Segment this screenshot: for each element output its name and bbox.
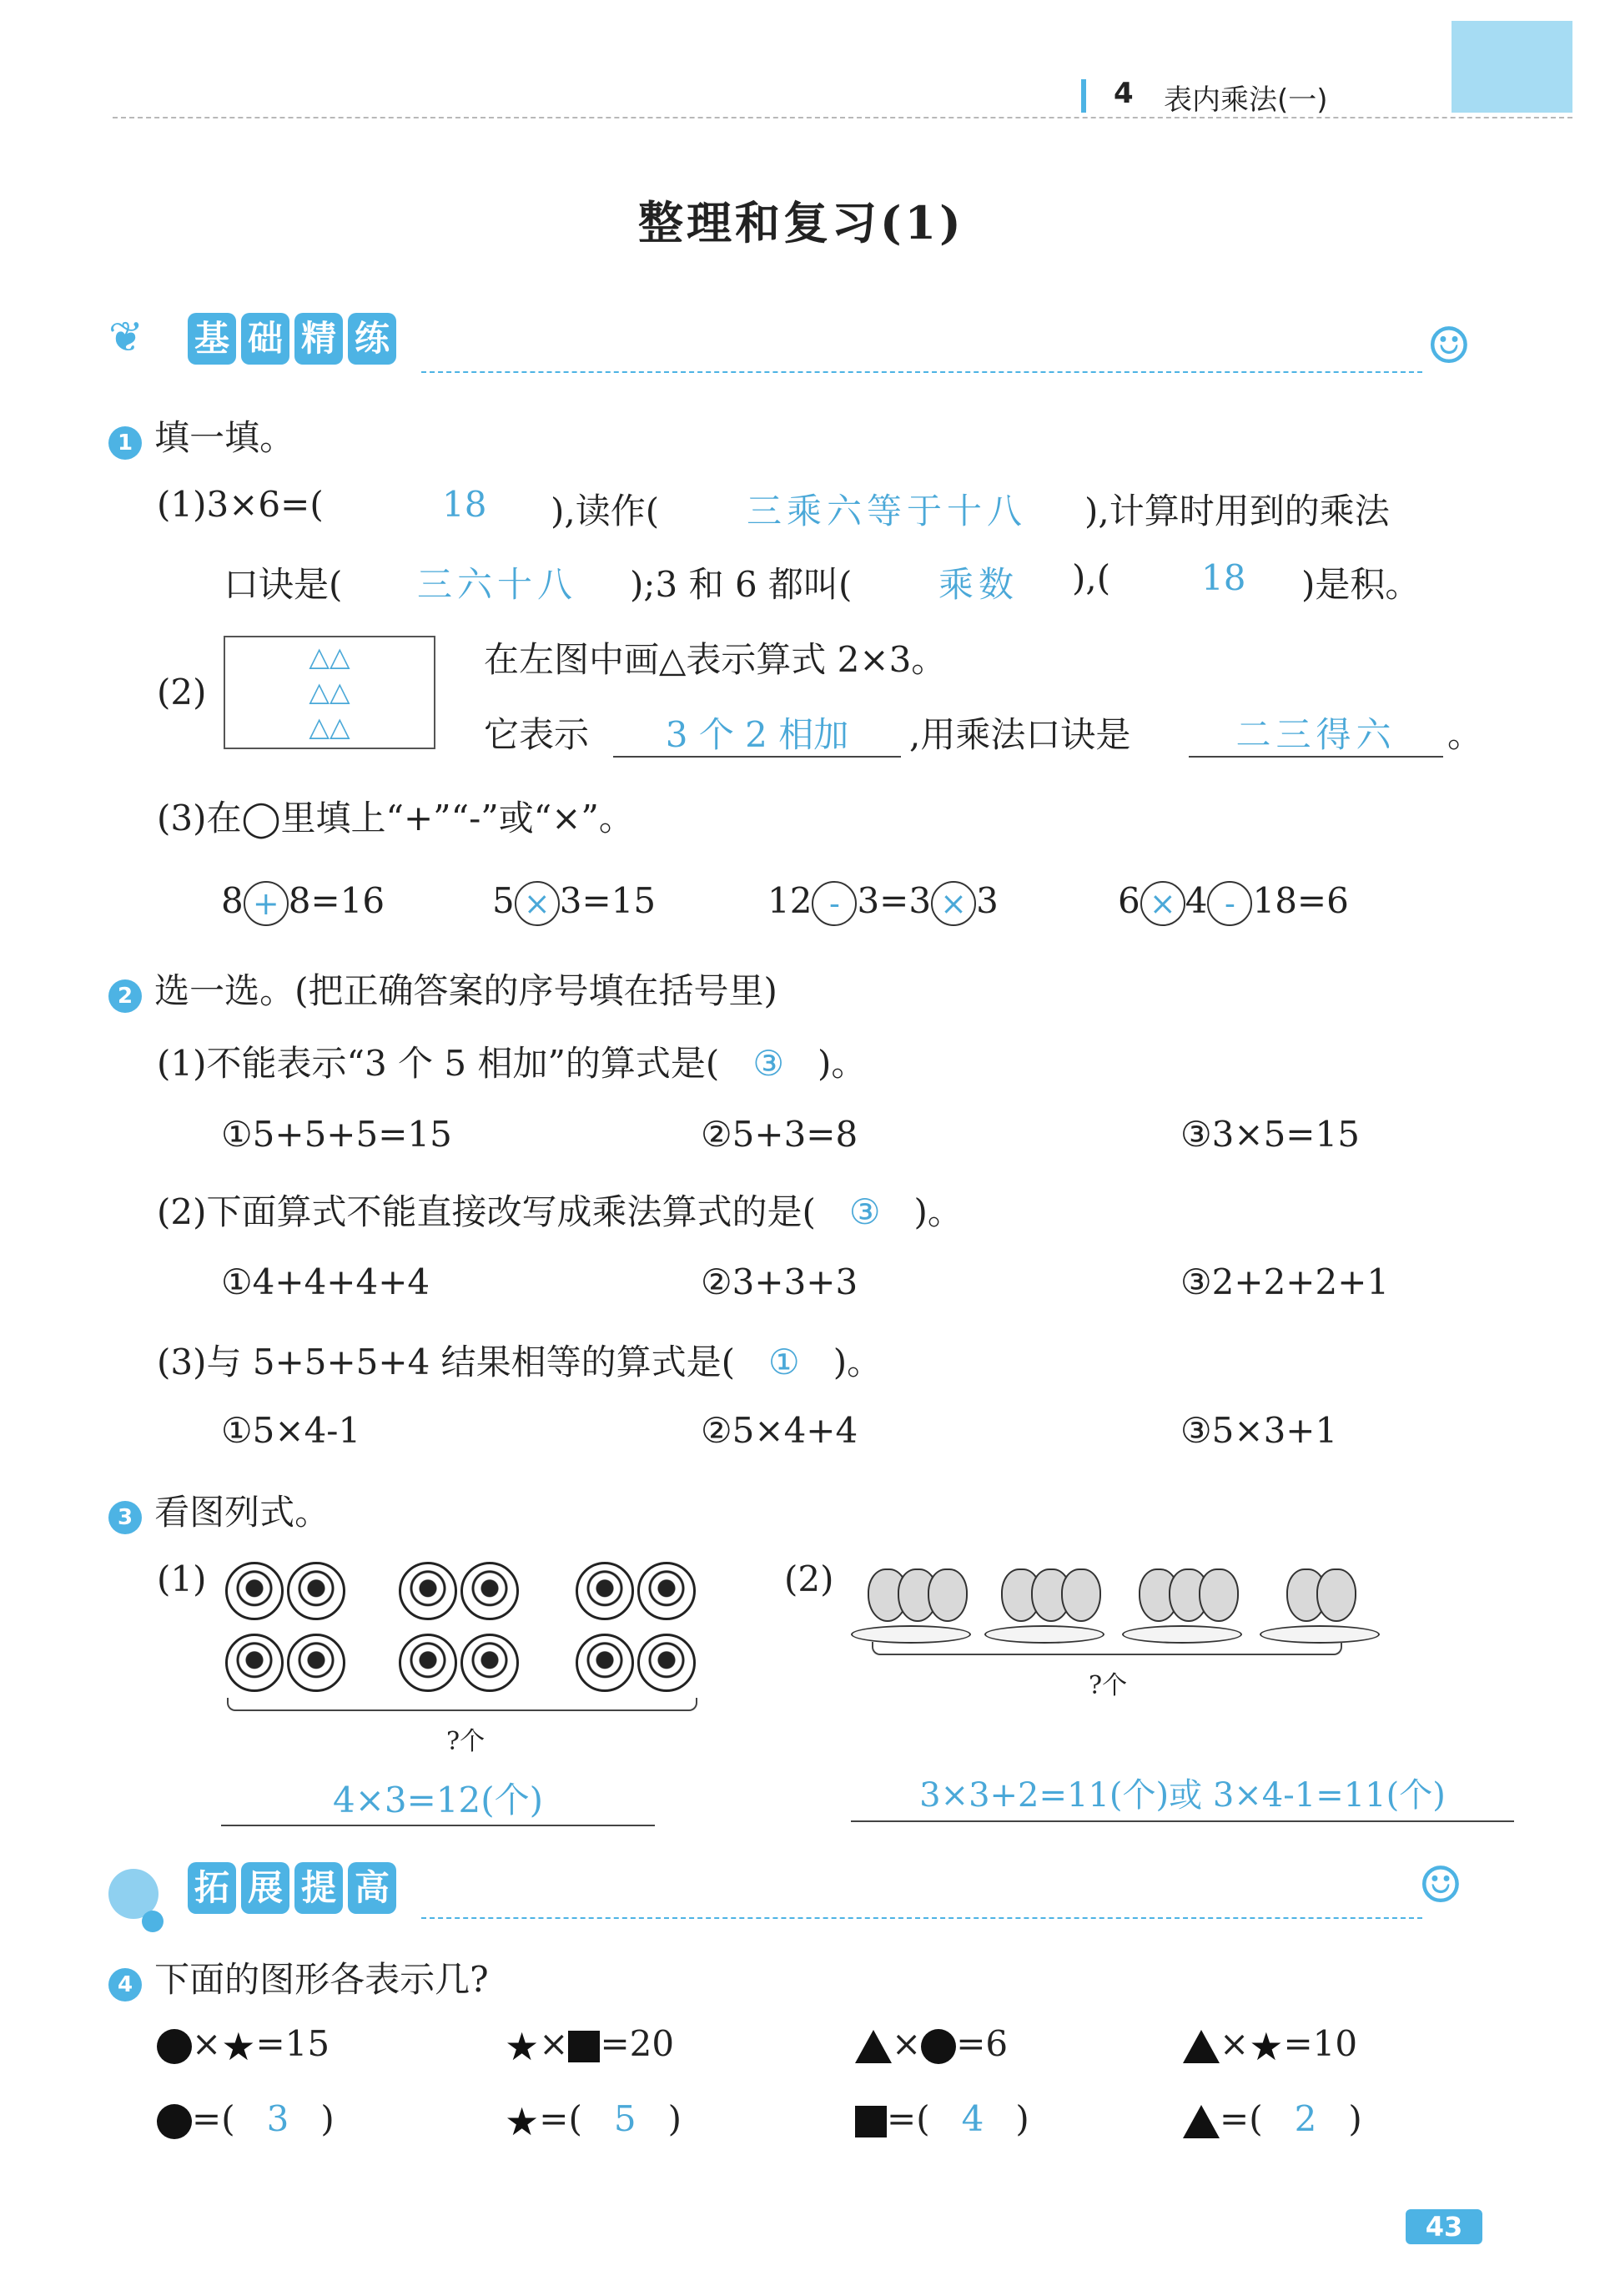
- q3-p2-answer-line[interactable]: [851, 1769, 1514, 1822]
- section-basic-char: 基: [188, 313, 236, 365]
- q2-item-stem-end: )。: [833, 1342, 883, 1382]
- pear-icon: [928, 1568, 968, 1622]
- q3-p2-brace: [872, 1642, 1342, 1655]
- q4-equation: [1183, 2023, 1357, 2069]
- equation-result: =10: [1283, 2023, 1358, 2064]
- q4-stem: 下面的图形各表示几?: [154, 1959, 489, 2000]
- operator-circle[interactable]: +: [244, 881, 289, 926]
- soccer-ball-icon: [576, 1634, 634, 1692]
- q4-answer-star: [505, 2098, 682, 2144]
- square-shape-icon: [855, 2106, 887, 2137]
- paren-close: ): [320, 2098, 335, 2139]
- q2-number-badge: 2: [108, 979, 142, 1013]
- pear-plate-group: [851, 1568, 976, 1644]
- header-divider: [113, 117, 1572, 118]
- q2-item-answer[interactable]: ③: [848, 1191, 881, 1232]
- times-sign: ×: [539, 2023, 569, 2064]
- section-advanced-banner: [188, 1862, 401, 1914]
- star-shape-icon: ★: [505, 2099, 540, 2144]
- q1-p2-answer-meaning: 3 个 2 相加: [665, 714, 849, 755]
- operand: 5: [492, 880, 515, 921]
- q1-p3-item: [1118, 880, 1349, 926]
- soccer-ball-group: [399, 1562, 524, 1695]
- soccer-ball-icon: [225, 1562, 284, 1620]
- star-shape-icon: ★: [505, 2024, 540, 2069]
- q3-p1-label: (1): [157, 1558, 207, 1599]
- q1-p2-triangle-box: [224, 636, 435, 749]
- circle-shape-icon: [157, 2104, 192, 2139]
- q1-p1-answer-factor[interactable]: 乘数: [938, 564, 1019, 605]
- operator-circle[interactable]: -: [1207, 881, 1252, 926]
- section-basic-banner: [188, 313, 401, 365]
- header-bar-accent: [1081, 79, 1086, 113]
- pear-icon: [1061, 1568, 1101, 1622]
- q3-stem: 看图列式。: [154, 1492, 330, 1533]
- q3-p1-answer: 4×3=12(个): [332, 1780, 544, 1820]
- section-advanced-char: 高: [348, 1862, 396, 1914]
- page-number: 43: [1406, 2209, 1482, 2244]
- q2-option: ①5+5+5=15: [221, 1114, 452, 1155]
- header-chapter-title: 表内乘法(一): [1164, 83, 1328, 117]
- q1-p2-line2-mid: ,用乘法口诀是: [909, 714, 1131, 755]
- q2-option: ①5×4-1: [221, 1410, 361, 1451]
- q4-heading: [108, 1952, 489, 2002]
- soccer-ball-icon: [225, 1634, 284, 1692]
- q1-p1-answer-product[interactable]: 18: [442, 484, 487, 525]
- q2-item3-stem: [157, 1335, 882, 1385]
- q1-p2-blank1[interactable]: [613, 707, 901, 758]
- paren-open: =(: [539, 2098, 582, 2139]
- soccer-ball-icon: [399, 1562, 457, 1620]
- soccer-ball-icon: [287, 1562, 345, 1620]
- q2-stem: 选一选。(把正确答案的序号填在括号里): [154, 970, 777, 1011]
- bubble-decoration-icon: [142, 1911, 164, 1932]
- circle-value-answer[interactable]: 3: [266, 2098, 289, 2139]
- section-advanced-char: 提: [294, 1862, 343, 1914]
- q2-option: ③3×5=15: [1180, 1114, 1360, 1155]
- plate-icon: [1260, 1625, 1380, 1644]
- operand: 3=3: [857, 880, 932, 921]
- q1-p1-answer-mnemonic[interactable]: 三六十八: [417, 564, 578, 605]
- times-sign: ×: [1220, 2023, 1250, 2064]
- q1-heading: [108, 410, 294, 461]
- q2-option: ②5+3=8: [701, 1114, 858, 1155]
- q1-p3-stem: (3)在◯里填上“+”“-”或“×”。: [157, 798, 634, 838]
- q1-p3-item: [767, 880, 999, 926]
- triangle-row: △△: [309, 641, 350, 672]
- paren-close: ): [667, 2098, 682, 2139]
- times-sign: ×: [192, 2023, 222, 2064]
- q3-p2-answer: 3×3+2=11(个)或 3×4-1=11(个): [919, 1776, 1446, 1815]
- operator-circle[interactable]: ×: [931, 881, 976, 926]
- triangle-row: △△: [309, 676, 350, 707]
- q1-p3-item: [221, 880, 385, 926]
- q3-heading: [108, 1485, 330, 1535]
- pear-icon: [1316, 1568, 1356, 1622]
- circle-shape-icon: [921, 2029, 956, 2064]
- section-basic-char: 精: [294, 313, 343, 365]
- star-shape-icon: ★: [221, 2024, 256, 2069]
- q4-equation: [505, 2023, 674, 2069]
- q3-p1-brace: [227, 1698, 697, 1711]
- pear-icon: [1199, 1568, 1239, 1622]
- q2-item1-stem: [157, 1036, 866, 1086]
- triangle-shape-icon: [855, 2030, 892, 2063]
- section-advanced-char: 展: [241, 1862, 289, 1914]
- q2-option: ③2+2+2+1: [1180, 1261, 1390, 1302]
- header-chapter-num: 4: [1114, 77, 1134, 110]
- star-value-answer[interactable]: 5: [613, 2098, 636, 2139]
- q1-p3-item: [492, 880, 656, 926]
- q3-p2-label: (2): [784, 1558, 834, 1599]
- paren-close: ): [1015, 2098, 1029, 2139]
- soccer-ball-group: [576, 1562, 701, 1695]
- q2-item-stem-text: (1)不能表示“3 个 5 相加”的算式是(: [157, 1043, 720, 1084]
- square-value-answer[interactable]: 4: [961, 2098, 984, 2139]
- q2-item-stem-end: )。: [817, 1043, 867, 1084]
- q1-p1-mid4: ),(: [1072, 557, 1111, 598]
- q2-item-answer[interactable]: ①: [768, 1342, 800, 1382]
- operand: 12: [767, 880, 813, 921]
- q3-number-badge: 3: [108, 1501, 142, 1534]
- operator-circle[interactable]: -: [812, 881, 857, 926]
- operand: 6: [1118, 880, 1140, 921]
- operator-circle[interactable]: ×: [515, 881, 560, 926]
- q2-item-stem-end: )。: [913, 1191, 963, 1232]
- plate-icon: [851, 1625, 971, 1644]
- soccer-ball-group: [225, 1562, 350, 1695]
- triangle-shape-icon: [1183, 2030, 1220, 2063]
- q1-p1-answer-product2[interactable]: 18: [1201, 557, 1246, 598]
- operand: 8=16: [288, 880, 385, 921]
- equation-result: =6: [956, 2023, 1009, 2064]
- sprout-icon: ❦: [108, 313, 143, 361]
- q1-p2-end: 。: [1447, 714, 1483, 755]
- equation-result: =15: [255, 2023, 330, 2064]
- q2-item-answer[interactable]: ③: [752, 1043, 784, 1084]
- section-advanced-line: [421, 1917, 1422, 1919]
- q4-answer-square: [855, 2098, 1029, 2139]
- q2-item-stem-text: (3)与 5+5+5+4 结果相等的算式是(: [157, 1342, 736, 1382]
- operator-circle[interactable]: ×: [1140, 881, 1185, 926]
- q1-p1-end: )是积。: [1301, 564, 1421, 605]
- triangle-shape-icon: [1183, 2105, 1220, 2138]
- triangle-row: △△: [309, 711, 350, 743]
- operand: 4: [1185, 880, 1208, 921]
- star-shape-icon: ★: [1249, 2024, 1284, 2069]
- q1-p2-answer-mnemonic: 二三得六: [1235, 714, 1396, 755]
- q1-p2-label: (2): [157, 672, 207, 712]
- q2-item2-stem: [157, 1185, 963, 1235]
- operand: 8: [221, 880, 244, 921]
- soccer-ball-icon: [287, 1634, 345, 1692]
- operand: 18=6: [1252, 880, 1349, 921]
- times-sign: ×: [892, 2023, 922, 2064]
- triangle-value-answer[interactable]: 2: [1294, 2098, 1317, 2139]
- operand: 3=15: [559, 880, 657, 921]
- soccer-ball-icon: [576, 1562, 634, 1620]
- q4-number-badge: 4: [108, 1968, 142, 2001]
- section-basic-line: [421, 371, 1422, 373]
- q1-stem: 填一填。: [154, 417, 295, 458]
- q2-option: ①4+4+4+4: [221, 1261, 430, 1302]
- q1-p1-mid3: );3 和 6 都叫(: [630, 564, 853, 605]
- q3-p1-brace-label: ?个: [446, 1727, 486, 1756]
- paren-open: =(: [192, 2098, 235, 2139]
- q2-option: ③5×3+1: [1180, 1410, 1338, 1451]
- q1-p2-line2-pre: 它表示: [484, 714, 590, 755]
- paren-open: =(: [1220, 2098, 1263, 2139]
- equation-result: =20: [600, 2023, 675, 2064]
- section-basic-char: 础: [241, 313, 289, 365]
- soccer-ball-icon: [460, 1634, 519, 1692]
- q1-p2-line1: 在左图中画△表示算式 2×3。: [484, 639, 947, 680]
- q2-option: ②3+3+3: [701, 1261, 858, 1302]
- square-shape-icon: [568, 2031, 600, 2062]
- pear-plate-group: [984, 1568, 1109, 1644]
- plate-icon: [984, 1625, 1104, 1644]
- q4-equation: [855, 2023, 1008, 2064]
- section-advanced-char: 拓: [188, 1862, 236, 1914]
- circle-shape-icon: [157, 2029, 192, 2064]
- operand: 3: [976, 880, 999, 921]
- q2-item-stem-text: (2)下面算式不能直接改写成乘法算式的是(: [157, 1191, 816, 1232]
- section-basic-char: 练: [348, 313, 396, 365]
- q1-number-badge: 1: [108, 426, 142, 460]
- q4-answer-triangle: [1183, 2098, 1362, 2139]
- header-tab-decoration: [1452, 21, 1572, 113]
- page-title: 整理和复习(1): [638, 196, 964, 249]
- q2-option: ②5×4+4: [701, 1410, 858, 1451]
- soccer-ball-icon: [460, 1562, 519, 1620]
- q1-p1-line2-pre: 口诀是(: [224, 564, 343, 605]
- pear-plate-group: [1122, 1568, 1247, 1644]
- q1-p2-blank2[interactable]: [1189, 707, 1443, 758]
- plate-icon: [1122, 1625, 1242, 1644]
- pear-plate-group: [1260, 1568, 1385, 1644]
- q3-p1-answer-line[interactable]: [221, 1773, 655, 1826]
- running-kid-icon: ☺: [1426, 317, 1472, 375]
- q2-heading: [108, 964, 777, 1014]
- running-kid-icon: ☺: [1418, 1856, 1463, 1915]
- q1-p1-mid1: ),读作(: [551, 491, 660, 531]
- q3-p2-brace-label: ?个: [1089, 1671, 1128, 1700]
- q4-equation: [157, 2023, 330, 2069]
- q4-answer-circle: [157, 2098, 335, 2139]
- q1-p1-mid2: ),计算时用到的乘法: [1084, 491, 1390, 531]
- soccer-ball-icon: [637, 1562, 696, 1620]
- paren-close: ): [1348, 2098, 1362, 2139]
- paren-open: =(: [887, 2098, 930, 2139]
- soccer-ball-icon: [637, 1634, 696, 1692]
- q1-p1-answer-reading[interactable]: 三乘六等于十八: [747, 491, 1028, 531]
- soccer-ball-icon: [399, 1634, 457, 1692]
- q1-p1-pre: (1)3×6=(: [157, 484, 324, 525]
